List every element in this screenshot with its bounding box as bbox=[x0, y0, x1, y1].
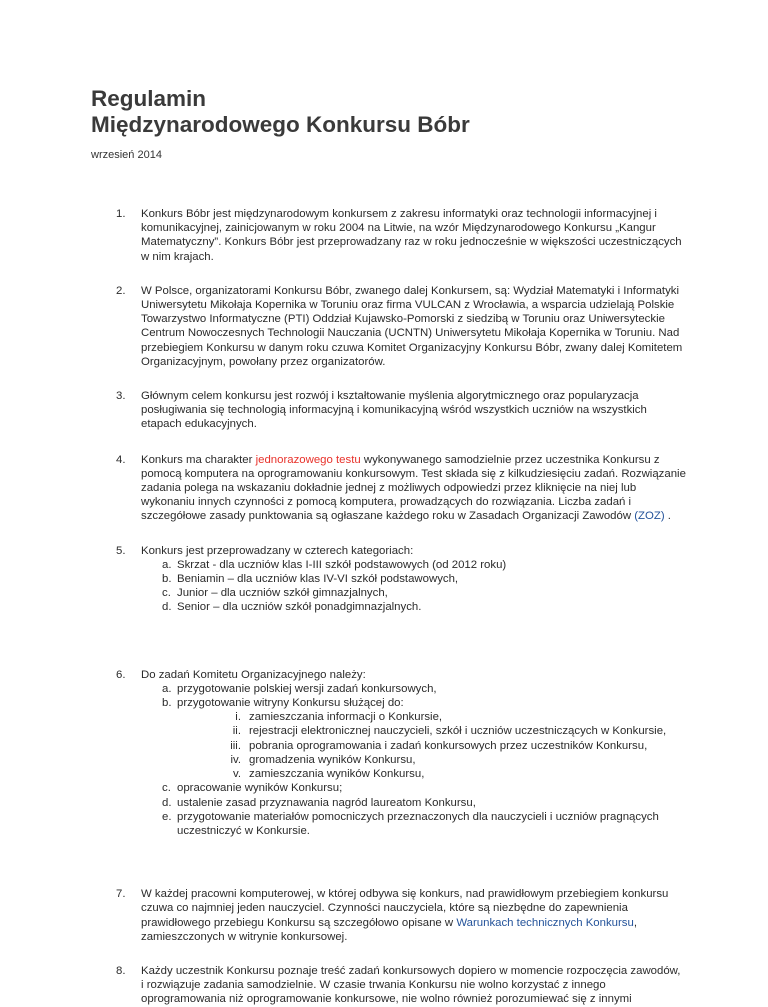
purpose-text: pobrania oprogramowania i zadań konkursowych przez uczestników Konkursu, bbox=[249, 739, 648, 752]
duties-list bbox=[141, 682, 686, 838]
category-text: Junior – dla uczniów szkół gimnazjalnych, bbox=[177, 587, 388, 600]
rule-text: Do zadań Komitetu Organizacyjnego należy: bbox=[141, 668, 366, 681]
rule-number: 7. bbox=[116, 888, 126, 901]
category-list bbox=[141, 558, 686, 615]
technical-conditions-link[interactable]: Warunkach technicznych Konkursu bbox=[456, 916, 634, 929]
purpose-item bbox=[177, 710, 686, 724]
purpose-text: rejestracji elektronicznej nauczycieli, szkół i uczniów uczestniczących w Konkursie, bbox=[249, 725, 667, 738]
document-title bbox=[91, 86, 470, 138]
rule-item bbox=[91, 207, 686, 264]
rule-item bbox=[91, 887, 686, 944]
list-marker: i. bbox=[235, 711, 241, 724]
rule-item bbox=[91, 964, 686, 1007]
document-date: wrzesień 2014 bbox=[91, 149, 162, 161]
list-marker: b. bbox=[162, 697, 172, 710]
list-marker: e. bbox=[162, 810, 172, 823]
category-item bbox=[141, 572, 686, 586]
highlighted-text: jednorazowego testu bbox=[255, 453, 361, 466]
rule-number: 1. bbox=[116, 208, 126, 220]
rule-text: Każdy uczestnik Konkursu poznaje treść zadań konkursowych dopiero w momencie rozpoczęcia zawodów, i rozwiązuje zadania samodzielnie. W czasie trwania Konkursu nie wolno korzystać z innego oprogramowania niż oprogramowanie konkursowe, nie wolno również porozumiewać się z innymi bbox=[141, 964, 681, 1006]
rule-text-part: W każdej pracowni komputerowej, w której odbywa się konkurs, nad prawidłowym przebiegiem konkursu czuwa co najmniej jeden nauczyciel. Czynności nauczyciela, które są niezbędne do zapewnienia prawidłowego przebiegu Konkursu są szczegółowo opisane w bbox=[141, 888, 669, 929]
rule-item bbox=[91, 453, 686, 524]
rule-item bbox=[91, 668, 686, 838]
purpose-item bbox=[177, 753, 686, 767]
rule-number: 3. bbox=[116, 390, 126, 403]
rule-text-part: wykonywanego samodzielnie przez uczestnika Konkursu z pomocą komputera na oprogramowaniu konkursowym. Test składa się z kilkudziesięciu zadań. Rozwiązanie zadania polega na wskazaniu dokładnie jednej z możliwych odpowiedzi przez kliknięcie na niej lub wykonaniu innych czynności z pomocą komputera, prowadzących do rozwiązania. Liczba zadań i szczegółowe zasady punktowania są ogłaszane każdego roku w Zasadach Organizacji Zawodów bbox=[141, 453, 686, 523]
list-marker: ii. bbox=[232, 725, 241, 738]
rule-text: Konkurs jest przeprowadzany w czterech kategoriach: bbox=[141, 544, 414, 557]
rule-item bbox=[91, 544, 686, 615]
category-text: Senior – dla uczniów szkół ponadgimnazjalnych. bbox=[177, 601, 422, 614]
purpose-item bbox=[177, 767, 686, 781]
rule-number: 8. bbox=[116, 964, 126, 977]
rule-item bbox=[91, 389, 686, 432]
title-line-2: Międzynarodowego Konkursu Bóbr bbox=[91, 112, 470, 137]
list-marker: iii. bbox=[230, 739, 241, 752]
list-marker: c. bbox=[162, 782, 171, 795]
list-marker: b. bbox=[162, 573, 172, 586]
rule-text-part: . bbox=[664, 510, 671, 523]
duty-item bbox=[141, 682, 686, 696]
list-marker: c. bbox=[162, 587, 171, 600]
rule-number: 6. bbox=[116, 668, 126, 681]
rule-text: Konkurs Bóbr jest międzynarodowym konkursem z zakresu informatyki oraz technologii informacyjnej i komunikacyjnej, zainicjowanym w roku 2004 na Litwie, na wzór Międzynarodowego Konkursu „Kangur Matematyczny”. Konkurs Bóbr jest przeprowadzany raz w roku jednocześnie w większości uczestniczących w nim krajach. bbox=[141, 208, 682, 263]
rule-text: Głównym celem konkursu jest rozwój i kształtowanie myślenia algorytmicznego oraz popularyzacja posługiwania się technologią informacyjną i komunikacyjną wśród wszystkich uczniów na wszystkich etapach edukacyjnych. bbox=[141, 390, 647, 431]
category-item bbox=[141, 586, 686, 600]
list-marker: a. bbox=[162, 682, 172, 695]
duty-text: przygotowanie witryny Konkursu służącej do: bbox=[177, 697, 404, 710]
purpose-item bbox=[177, 739, 686, 753]
rule-number: 5. bbox=[116, 544, 126, 557]
rule-number: 2. bbox=[116, 284, 126, 297]
duty-text: przygotowanie polskiej wersji zadań konkursowych, bbox=[177, 682, 437, 695]
rule-number: 4. bbox=[116, 453, 126, 466]
list-marker: v. bbox=[232, 768, 241, 781]
purpose-text: zamieszczania wyników Konkursu, bbox=[249, 768, 425, 781]
title-line-1: Regulamin bbox=[91, 86, 207, 111]
category-text: Beniamin – dla uczniów klas IV-VI szkół podstawowych, bbox=[177, 573, 459, 586]
category-item bbox=[141, 558, 686, 572]
rule-text: W Polsce, organizatorami Konkursu Bóbr, zwanego dalej Konkursem, są: Wydział Matematyki i Informatyki Uniwersytetu Mikołaja Kopernika w Toruniu oraz firma VULCAN z Wrocławia, a wsparcia udzielają Polskie Towarzystwo Informatyczne (PTI) Oddział Kujawsko-Pomorski z siedzibą w Toruniu oraz Uniwersyteckie Centrum Nowoczesnych Technologii Nauczania (UCNTN) Uniwersytetu Mikołaja Kopernika w Toruniu. Nad przebiegiem Konkursu w danym roku czuwa Komitet Organizacyjny Konkursu Bóbr, zwany dalej Komitetem Organizacyjnym, powołany przez organizatorów. bbox=[141, 284, 683, 368]
rule-item bbox=[91, 284, 686, 369]
duty-item bbox=[141, 810, 686, 838]
zoz-link[interactable]: (ZOZ) bbox=[634, 510, 665, 523]
rule-text-part: , zamieszczonych w witrynie konkursowej. bbox=[141, 916, 637, 943]
website-purposes-list bbox=[177, 710, 686, 781]
duty-item bbox=[141, 781, 686, 795]
list-marker: d. bbox=[162, 796, 172, 809]
rules-list bbox=[91, 207, 686, 1007]
list-marker: d. bbox=[162, 601, 172, 614]
duty-item bbox=[141, 696, 686, 781]
purpose-text: gromadzenia wyników Konkursu, bbox=[249, 753, 416, 766]
list-marker: iv. bbox=[230, 753, 241, 766]
duty-text: przygotowanie materiałów pomocniczych przeznaczonych dla nauczycieli i uczniów pragnących uczestniczyć w Konkursie. bbox=[177, 810, 659, 837]
category-item bbox=[141, 600, 686, 614]
duty-item bbox=[141, 796, 686, 810]
rule-text-part: Konkurs ma charakter bbox=[141, 453, 256, 466]
list-marker: a. bbox=[162, 558, 172, 571]
category-text: Skrzat - dla uczniów klas I-III szkół podstawowych (od 2012 roku) bbox=[177, 558, 507, 571]
purpose-text: zamieszczania informacji o Konkursie, bbox=[249, 711, 443, 724]
purpose-item bbox=[177, 724, 686, 738]
duty-text: opracowanie wyników Konkursu; bbox=[177, 782, 343, 795]
duty-text: ustalenie zasad przyznawania nagród laureatom Konkursu, bbox=[177, 796, 476, 809]
